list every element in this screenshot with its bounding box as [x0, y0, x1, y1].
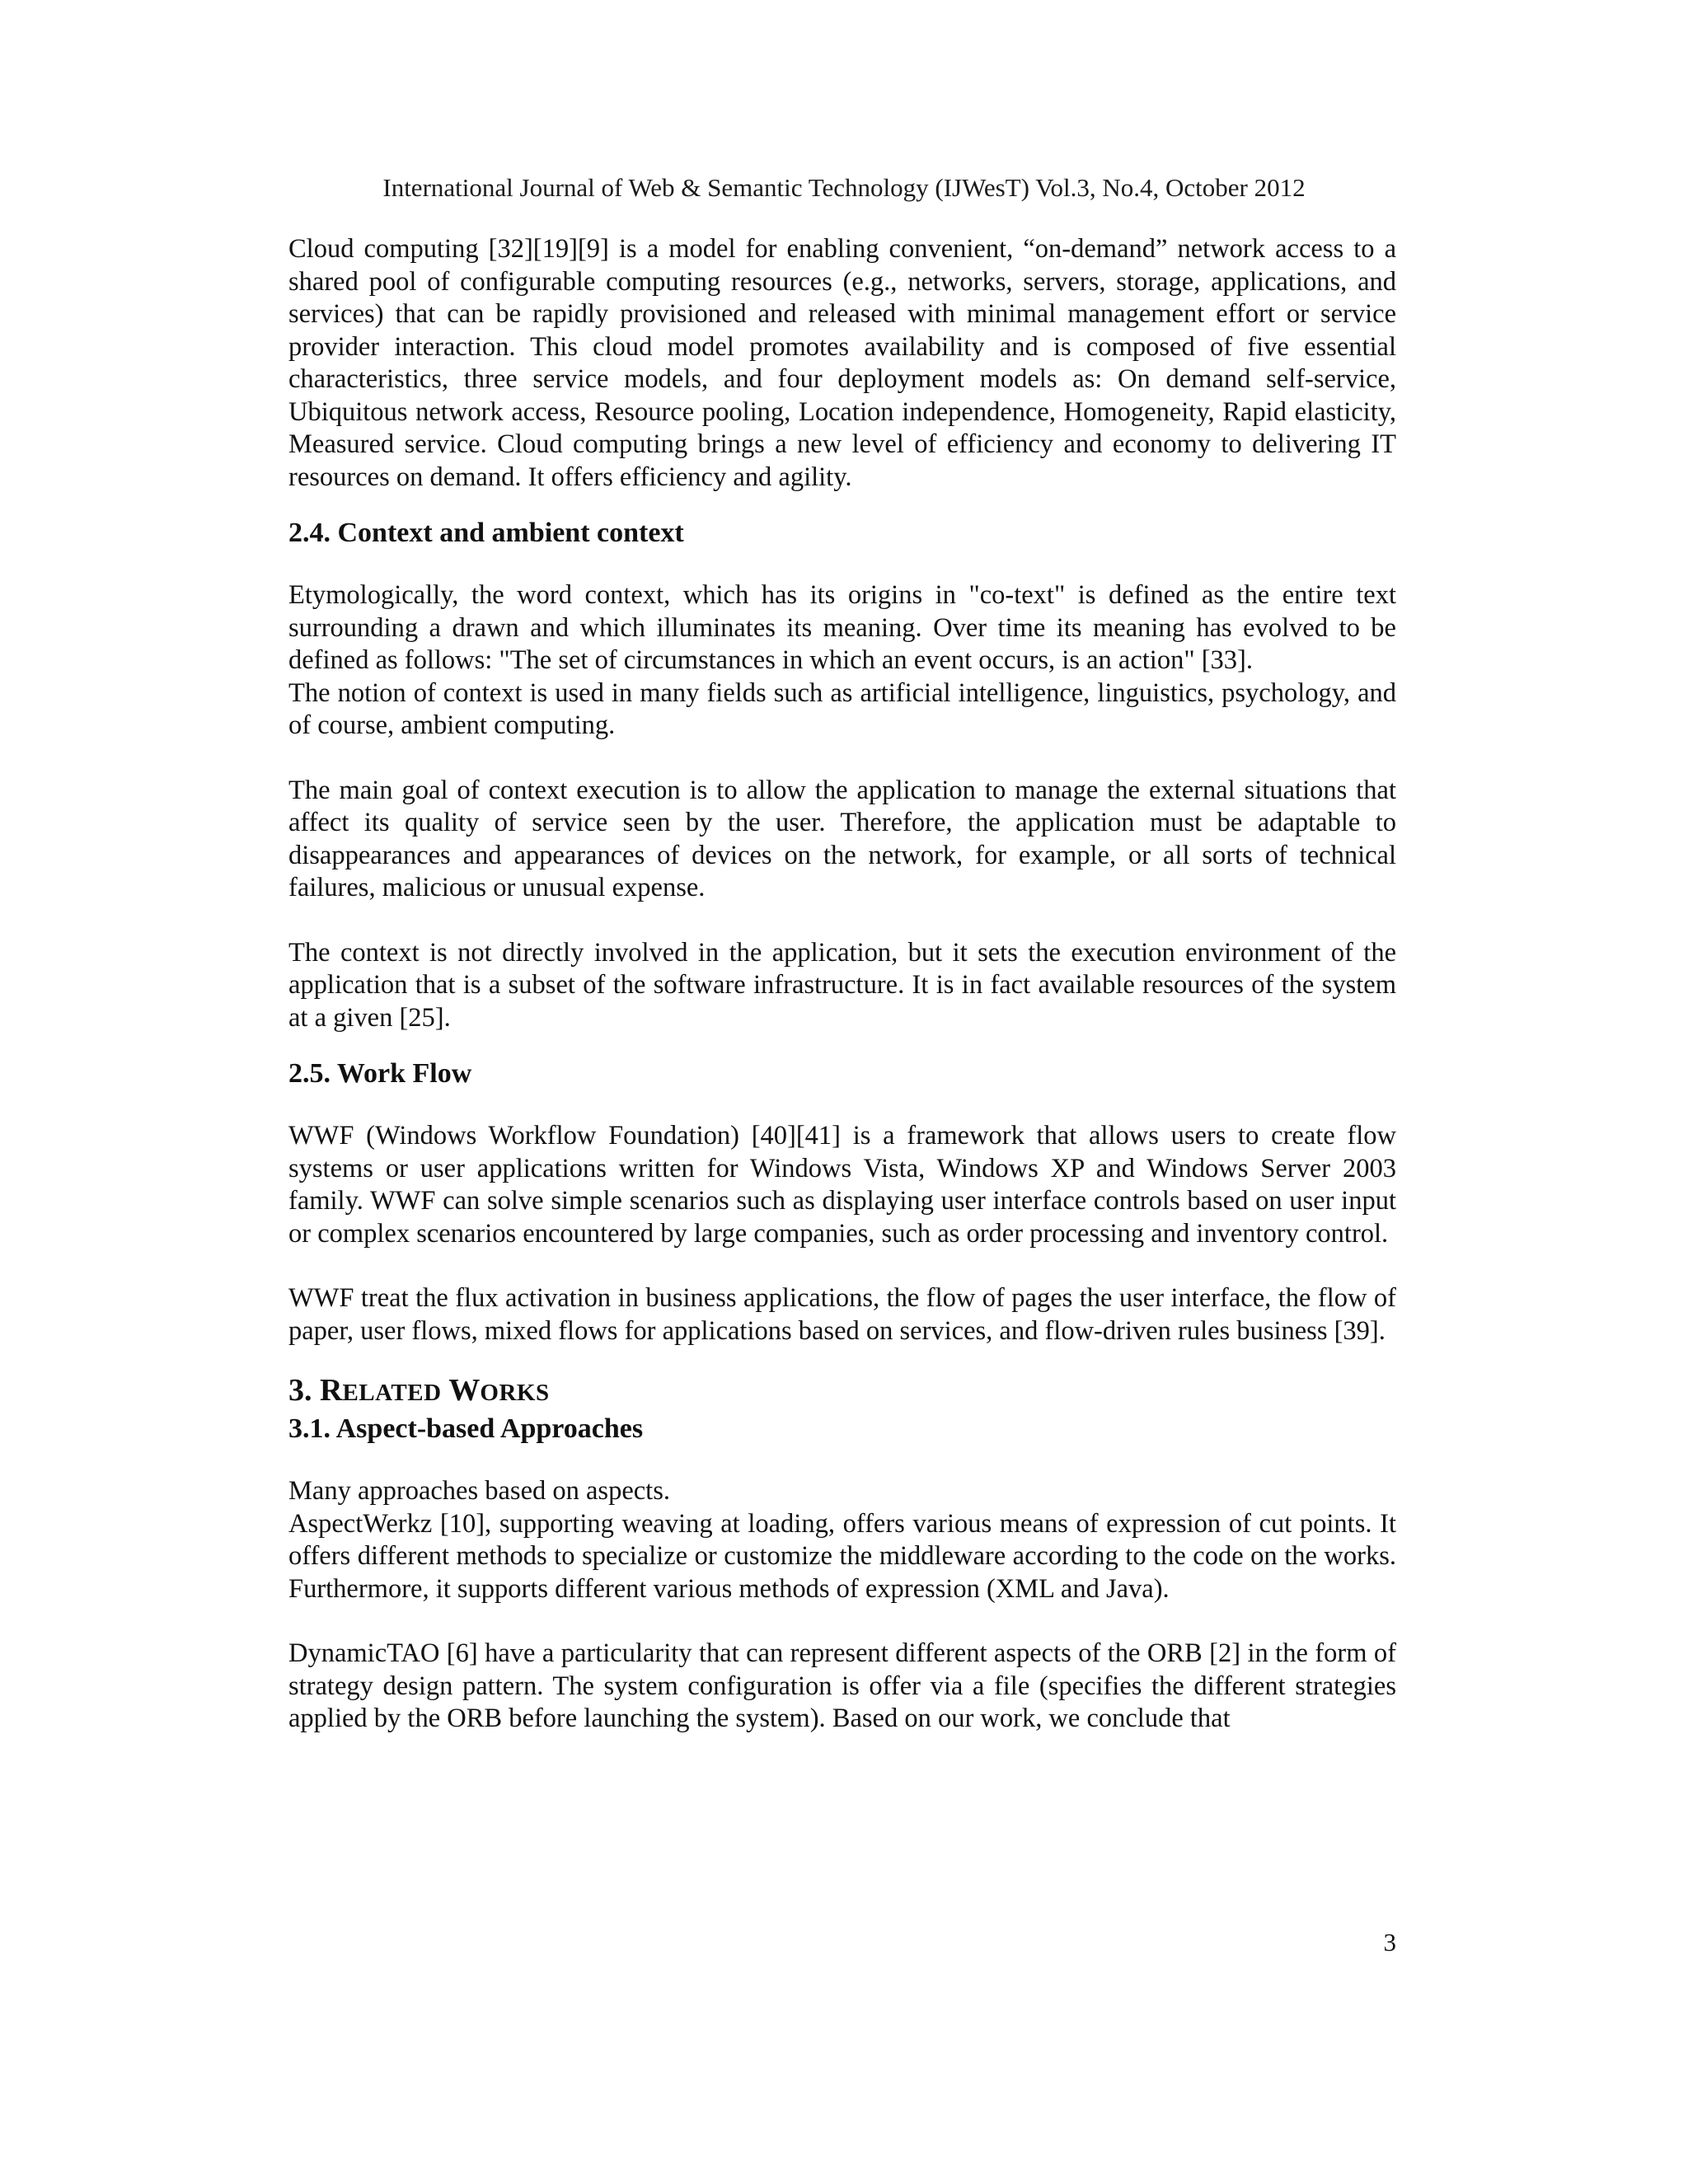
section-heading-3-initial-w: W [448, 1373, 481, 1408]
section-heading-3-smallcaps-orks: ORKS [480, 1380, 550, 1406]
section-heading-3-number: 3. [288, 1373, 320, 1408]
paragraph-aspectwerkz: AspectWerkz [10], supporting weaving at loading, offers various means of expression of cut points. It offers different methods to specialize or customize the middleware according to the code on the works. Furthermore, it supports different various methods of expression (XML and Java). [288, 1508, 1396, 1604]
paragraph-etymology: Etymologically, the word context, which has its origins in "co-text" is defined as the entire text surrounding a drawn and which illuminates its meaning. Over time its meaning has evolved to be defined as follows: "The set of circumstances in which an event occurs, is an action" [33]. [288, 580, 1396, 675]
body-text [288, 233, 1396, 1736]
paragraph-many-approaches: Many approaches based on aspects. [288, 1476, 670, 1506]
section-heading-3-smallcaps-elated: ELATED [342, 1380, 442, 1406]
paragraph-context-environment: The context is not directly involved in the application, but it sets the execution environment of the application that is a subset of the software infrastructure. It is in fact available resources of the system at a given [25]. [288, 937, 1396, 1033]
section-heading-2-5: 2.5. Work Flow [288, 1058, 472, 1089]
running-header: International Journal of Web & Semantic Technology (IJWesT) Vol.3, No.4, October 2012 [382, 173, 1306, 202]
section-heading-3-1: 3.1. Aspect-based Approaches [288, 1413, 644, 1444]
paragraph-wwf-intro: WWF (Windows Workflow Foundation) [40][41] is a framework that allows users to create flow systems or user applications written for Windows Vista, Windows XP and Windows Server 2003 family. WWF can solve simple scenarios such as displaying user interface controls based on user input or complex scenarios encountered by large companies, such as order processing and inventory control. [288, 1121, 1396, 1249]
paragraph-context-goal: The main goal of context execution is to allow the application to manage the external situations that affect its quality of service seen by the user. Therefore, the application must be adaptable to disappearances and appearances of devices on the network, for example, or all sorts of technical failures, malicious or unusual expense. [288, 775, 1396, 902]
paragraph-dynamictao: DynamicTAO [6] have a particularity that can represent different aspects of the ORB [2] in the form of strategy design pattern. The system configuration is offer via a file (specifies the different strategies applied by the ORB before launching the system). Based on our work, we conclude that [288, 1638, 1396, 1733]
paragraph-cloud-computing: Cloud computing [32][19][9] is a model for enabling convenient, “on-demand” network access to a shared pool of configurable computing resources (e.g., networks, servers, storage, applications, and services) that can be rapidly provisioned and released with minimal management effort or service provider interaction. This cloud model promotes availability and is composed of five essential characteristics, three service models, and four deployment models as: On demand self-service, Ubiquitous network access, Resource pooling, Location independence, Homogeneity, Rapid elasticity, Measured service. Cloud computing brings a new level of efficiency and economy to delivering IT resources on demand. It offers efficiency and agility. [288, 234, 1396, 492]
paragraph-wwf-flows: WWF treat the flux activation in business applications, the flow of pages the user interface, the flow of paper, user flows, mixed flows for applications based on services, and flow-driven rules business [39]. [288, 1283, 1396, 1346]
section-heading-2-4: 2.4. Context and ambient context [288, 518, 684, 548]
section-heading-3 [288, 1372, 1396, 1411]
section-heading-3-initial-r: R [320, 1373, 343, 1408]
page-number: 3 [1383, 1928, 1396, 1957]
paragraph-context-notion: The notion of context is used in many fields such as artificial intelligence, linguistics, psychology, and of course, ambient computing. [288, 677, 1396, 740]
